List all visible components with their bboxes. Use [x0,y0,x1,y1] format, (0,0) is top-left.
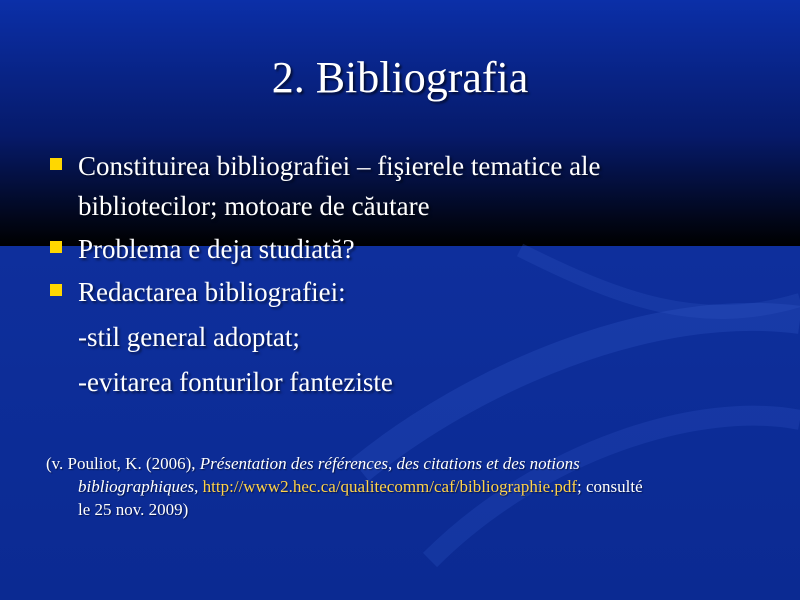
square-bullet-icon [50,241,62,253]
bullet-text-continuation: bibliotecilor; motoare de căutare [78,191,430,221]
citation-line-2 [46,475,756,498]
bullet-text: Problema e deja studiată? [78,234,355,264]
citation-title-2: bibliographiques [78,477,195,496]
citation-separator: , [194,477,203,496]
bullet-item-1 [46,146,766,226]
square-bullet-icon [50,158,62,170]
sub-item-2: -evitarea fonturilor fanteziste [78,367,393,397]
citation-url-link[interactable]: http://www2.hec.ca/qualitecomm/caf/bibliographie.pdf [202,477,578,496]
sub-item-1: -stil general adoptat; [78,322,300,352]
square-bullet-icon [50,284,62,296]
citation-title-1: Présentation des références, des citations et des notions [199,454,580,473]
bullet-item-2 [46,229,766,269]
slide-title: 2. Bibliografia [271,53,529,102]
citation-line-1 [46,452,756,475]
citation-suffix: ; consulté [577,477,643,496]
citation-prefix: (v. Pouliot, K. (2006), [46,454,200,473]
citation-line-3: le 25 nov. 2009) [78,500,189,519]
bullet-item-3 [46,272,766,312]
bullet-list [46,146,766,402]
bullet-text: Redactarea bibliografiei: [78,277,346,307]
bullet-text: Constituirea bibliografiei – fişierele tematice ale [78,151,601,181]
citation [46,452,756,521]
